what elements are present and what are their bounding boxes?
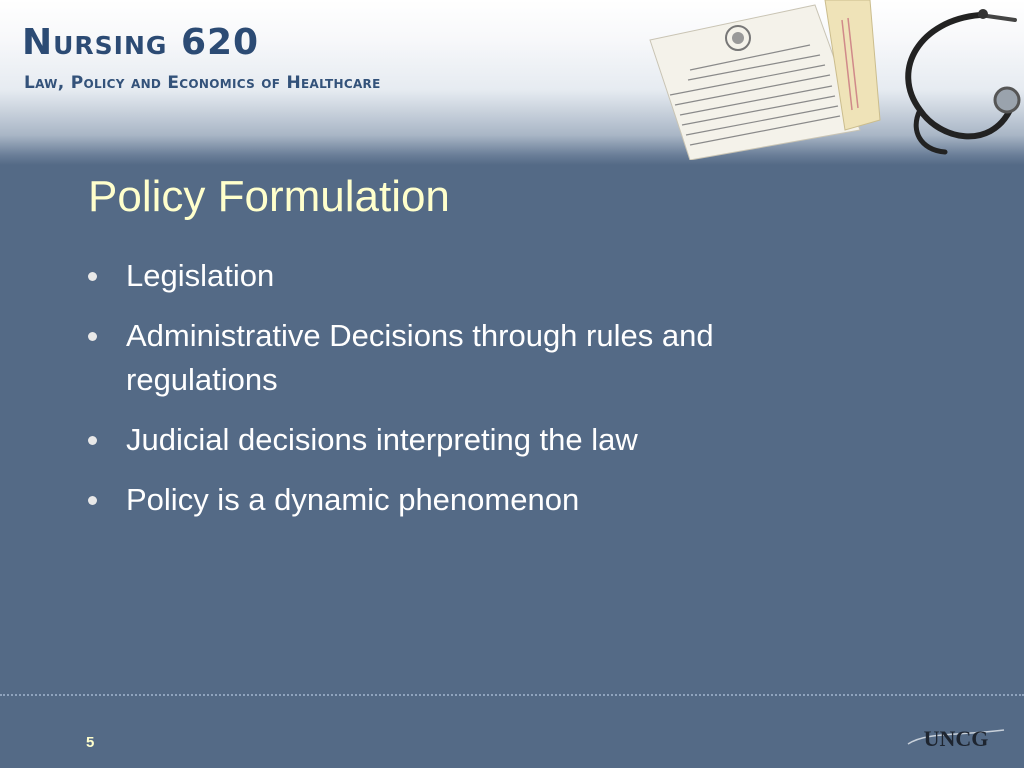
- page-number: 5: [86, 734, 95, 751]
- bullet-item: [88, 418, 908, 462]
- stethoscope-icon: [908, 9, 1019, 152]
- course-title: Nursing 620: [22, 22, 260, 63]
- bullet-item: [88, 254, 908, 298]
- bullet-icon: [88, 436, 97, 445]
- bullet-text: Administrative Decisions through rules and: [126, 318, 714, 353]
- bullet-text-continued: regulations: [126, 362, 278, 397]
- bullet-text: Judicial decisions interpreting the law: [126, 422, 638, 457]
- bullet-item: [88, 478, 908, 522]
- slide-title: Policy Formulation: [88, 172, 450, 221]
- bullet-icon: [88, 272, 97, 281]
- header-illustration: [620, 0, 1024, 160]
- bullet-item: [88, 314, 908, 402]
- bullet-list: [88, 254, 908, 538]
- document-image: [650, 0, 880, 160]
- logo-text: UNCG: [923, 726, 989, 751]
- footer-divider: [0, 694, 1024, 696]
- bullet-icon: [88, 332, 97, 341]
- bullet-text: Policy is a dynamic phenomenon: [126, 482, 580, 517]
- bullet-icon: [88, 496, 97, 505]
- bullet-text: Legislation: [126, 258, 275, 293]
- course-subtitle: Law, Policy and Economics of Healthcare: [24, 73, 381, 93]
- uncg-logo: [906, 722, 1006, 752]
- header-banner: [0, 0, 1024, 165]
